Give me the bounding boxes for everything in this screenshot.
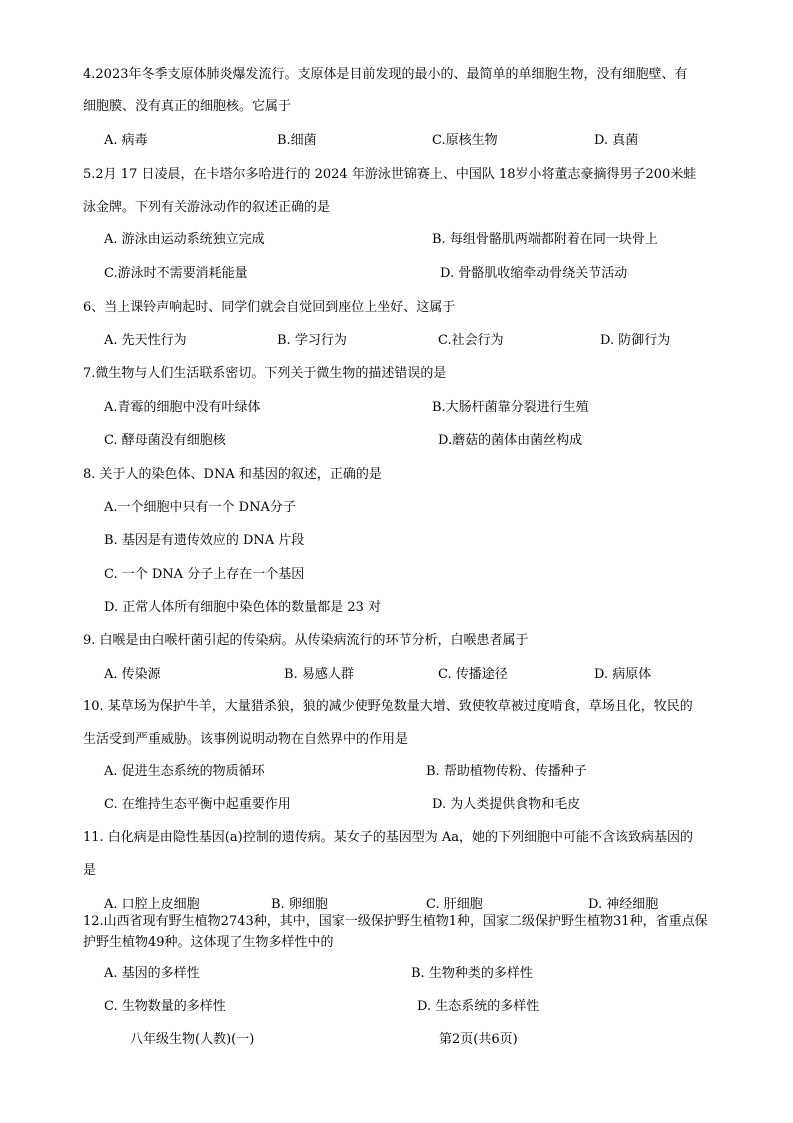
question-5-option-a: A. 游泳由运动系统独立完成 <box>104 232 265 247</box>
question-12-option-a: A. 基因的多样性 <box>104 966 200 981</box>
question-4-option-d: D. 真菌 <box>594 133 639 148</box>
question-8-option-c: C. 一个 DNA 分子上存在一个基因 <box>104 567 305 582</box>
question-4-line-1: 4.2023年冬季支原体肺炎爆发流行。支原体是目前发现的最小的、最简单的单细胞生物，没有细胞壁、有 <box>83 67 688 82</box>
question-9-line-1: 9. 白喉是由白喉杆菌引起的传染病。从传染病流行的环节分析，白喉患者属于 <box>83 633 529 648</box>
question-11-option-c: C. 肝细胞 <box>426 897 483 912</box>
question-7-line-1: 7.微生物与人们生活联系密切。下列关于微生物的描述错误的是 <box>83 366 447 381</box>
question-4-option-b: B.细菌 <box>277 133 317 148</box>
question-5-option-c: C.游泳时不需要消耗能量 <box>104 266 248 281</box>
question-6-line-1: 6、当上课铃声响起时、同学们就会自觉回到座位上坐好、这属于 <box>83 300 456 315</box>
question-5-line-2: 泳金牌。下列有关游泳动作的叙述正确的是 <box>83 200 331 215</box>
question-10-option-a: A. 促进生态系统的物质循环 <box>104 764 265 779</box>
question-5-option-d: D. 骨骼肌收缩牵动骨绕关节活动 <box>440 266 628 281</box>
question-4-option-a: A. 病毒 <box>104 133 148 148</box>
question-11-line-2: 是 <box>83 863 97 878</box>
question-9-option-b: B. 易感人群 <box>284 667 354 682</box>
question-5-line-1: 5.2月 17 日凌晨，在卡塔尔多哈进行的 2024 年游泳世锦赛上、中国队 18岁小将董志豪摘得男子200米蛙 <box>83 167 697 182</box>
question-12-line-1: 12.山西省现有野生植物2743种，其中，国家一级保护野生植物1种，国家二级保护野生植物31种，省重点保 <box>83 914 708 929</box>
question-12-option-d: D. 生态系统的多样性 <box>417 999 540 1014</box>
question-4-line-2: 细胞膜、没有真正的细胞核。它属于 <box>83 99 292 114</box>
question-12-line-2: 护野生植物49种。这体现了生物多样性中的 <box>83 935 334 950</box>
footer-subject: 八年级生物(人教)(一) <box>130 1032 255 1047</box>
question-10-line-2: 生活受到严重威胁。该事例说明动物在自然界中的作用是 <box>83 732 409 747</box>
question-8-option-b: B. 基因是有遗传效应的 DNA 片段 <box>104 533 305 548</box>
question-5-option-b: B. 每组骨骼肌两端都附着在同一块骨上 <box>432 232 658 247</box>
question-7-option-c: C. 酵母菌没有细胞核 <box>104 433 226 448</box>
question-11-line-1: 11. 白化病是由隐性基因(a)控制的遗传病。某女子的基因型为 Aa，她的下列细胞中可能不含该致病基因的 <box>83 830 693 845</box>
question-8-option-d: D. 正常人体所有细胞中染色体的数量都是 23 对 <box>104 600 382 615</box>
question-9-option-a: A. 传染源 <box>104 667 161 682</box>
footer-page-number: 第2页(共6页) <box>439 1032 518 1047</box>
question-10-line-1: 10. 某草场为保护牛羊，大量猎杀狼，狼的减少使野兔数量大增、致使牧草被过度啃食，草场且化，牧民的 <box>83 699 693 714</box>
question-7-option-d: D.蘑菇的菌体由菌丝构成 <box>438 433 583 448</box>
question-12-option-c: C. 生物数量的多样性 <box>104 999 226 1014</box>
question-9-option-d: D. 病原体 <box>594 667 652 682</box>
question-11-option-b: B. 卵细胞 <box>271 897 328 912</box>
question-6-option-b: B. 学习行为 <box>277 333 347 348</box>
question-10-option-d: D. 为人类提供食物和毛皮 <box>432 797 581 812</box>
question-10-option-b: B. 帮助植物传粉、传播种子 <box>426 764 587 779</box>
question-7-option-a: A.青霉的细胞中没有叶绿体 <box>104 400 261 415</box>
question-6-option-a: A. 先天性行为 <box>104 333 187 348</box>
question-11-option-d: D. 神经细胞 <box>588 897 659 912</box>
question-6-option-d: D. 防御行为 <box>600 333 671 348</box>
question-9-option-c: C. 传播途径 <box>438 667 508 682</box>
question-6-option-c: C.社会行为 <box>438 333 504 348</box>
question-11-option-a: A. 口腔上皮细胞 <box>104 897 200 912</box>
question-8-option-a: A.一个细胞中只有一个 DNA分子 <box>104 500 296 515</box>
question-12-option-b: B. 生物种类的多样性 <box>411 966 533 981</box>
question-8-line-1: 8. 关于人的染色体、DNA 和基因的叙述，正确的是 <box>83 467 382 482</box>
question-10-option-c: C. 在维持生态平衡中起重要作用 <box>104 797 291 812</box>
question-7-option-b: B.大肠杆菌靠分裂进行生殖 <box>432 400 589 415</box>
question-4-option-c: C.原核生物 <box>432 133 498 148</box>
